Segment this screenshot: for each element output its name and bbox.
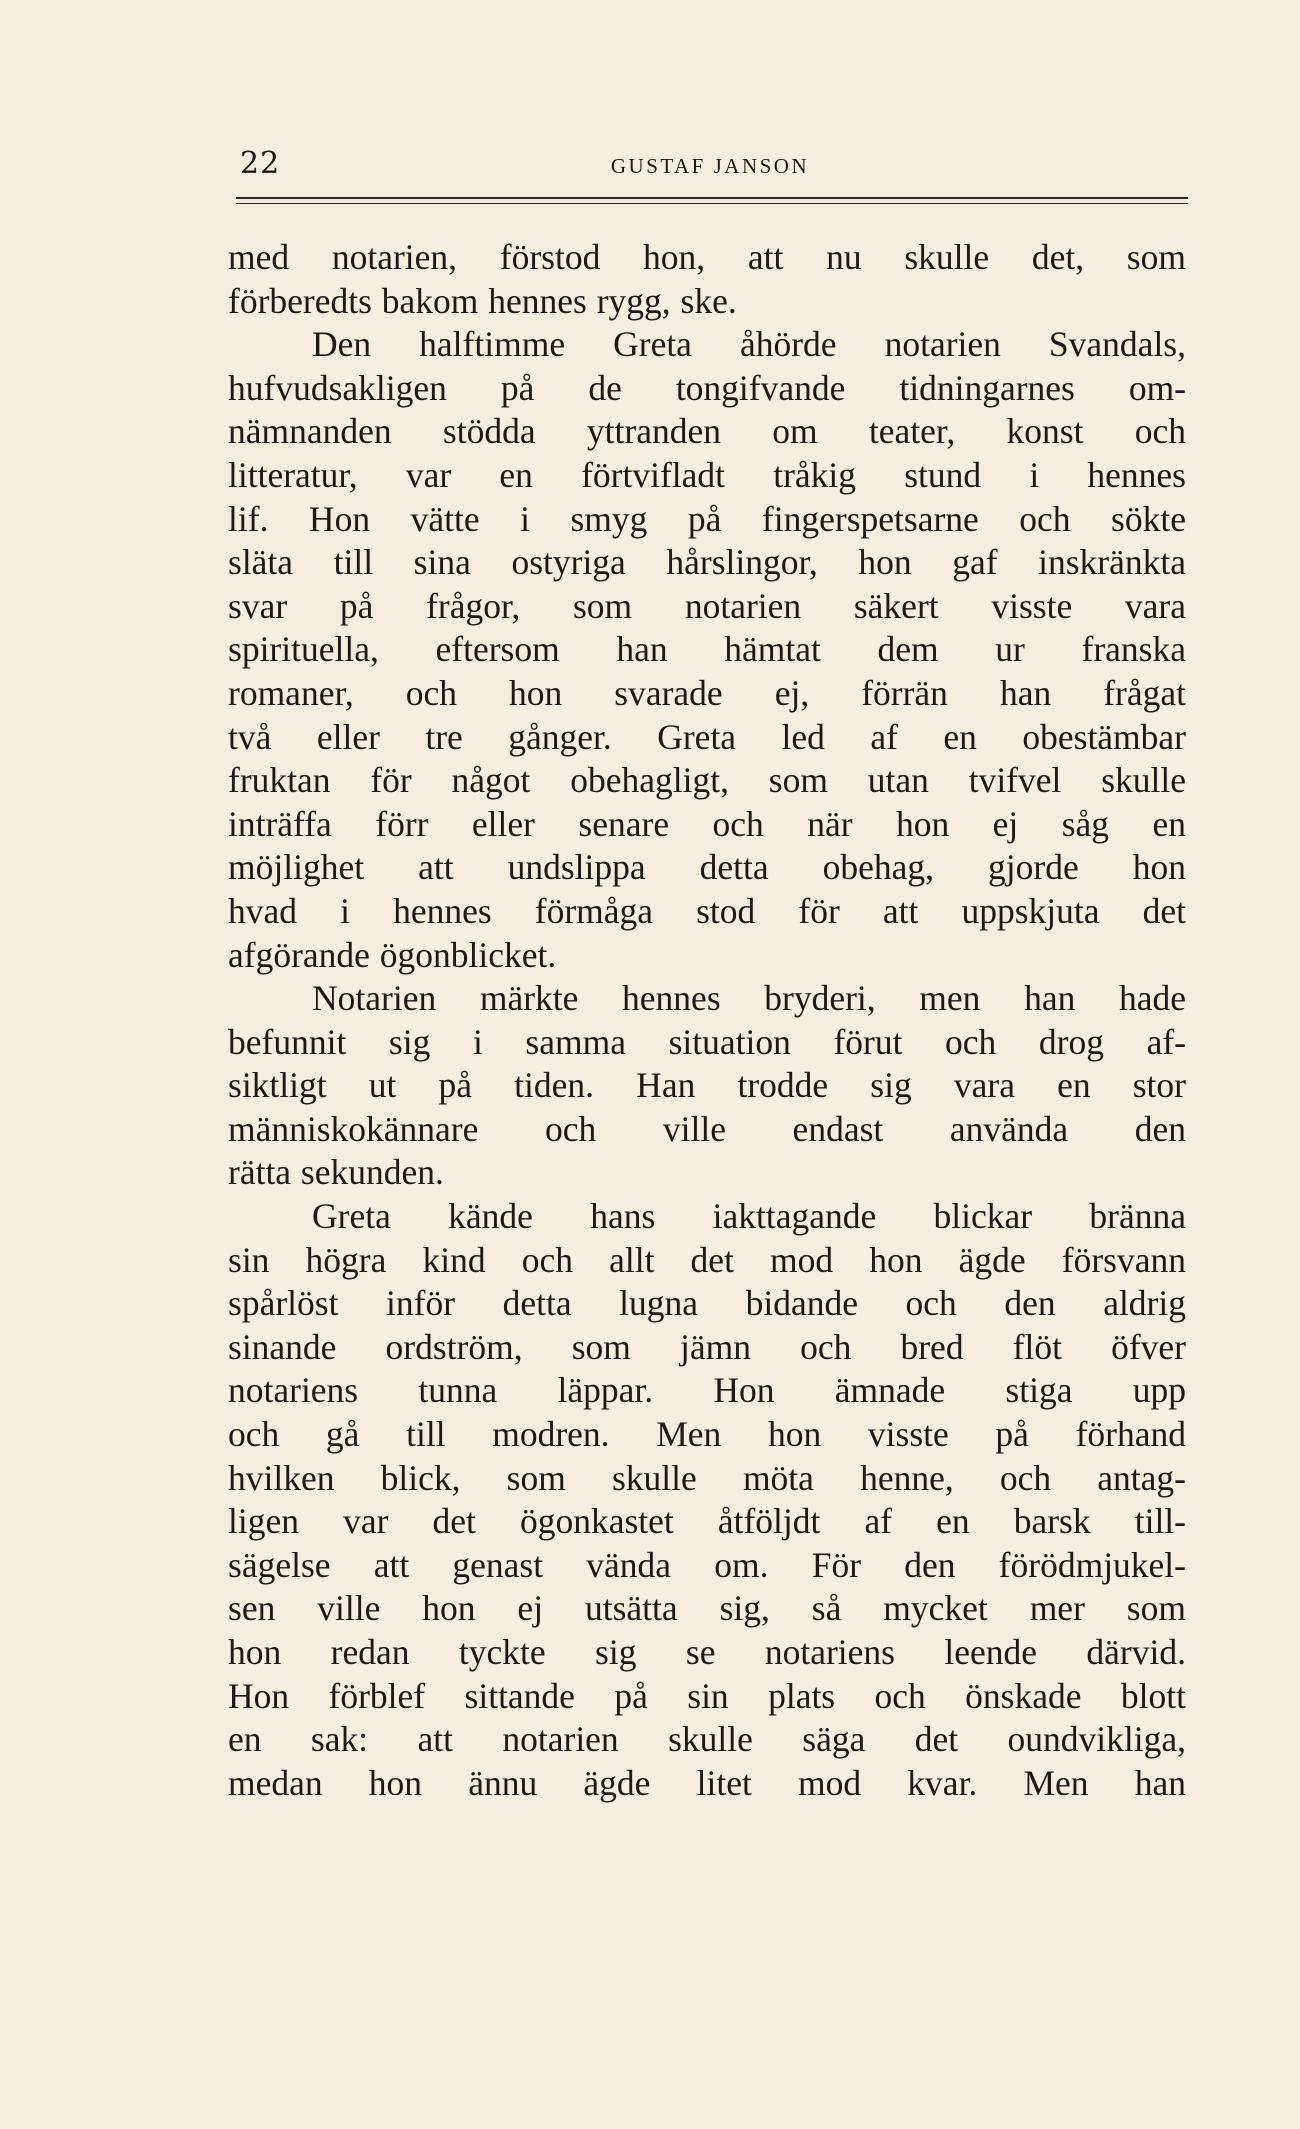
text-line: ligen var det ögonkastet åtföljdt af en barsk till-: [228, 1501, 1186, 1542]
text-line: medan hon ännu ägde litet mod kvar. Men han: [228, 1762, 1186, 1803]
text-line: Notarien märkte hennes bryderi, men han hade: [312, 978, 1186, 1019]
text-line: svar på frågor, som notarien säkert visste vara: [228, 585, 1186, 626]
running-head: GUSTAF JANSON: [610, 154, 810, 178]
header-rule: [236, 197, 1188, 199]
body-text: [228, 236, 1186, 1805]
text-line: Hon förblef sittande på sin plats och önskade blott: [228, 1675, 1186, 1716]
text-line: och gå till modren. Men hon visste på förhand: [228, 1414, 1186, 1455]
text-line: hvilken blick, som skulle möta henne, och antag-: [228, 1457, 1186, 1498]
text-line: litteratur, var en förtvifladt tråkig stund i hennes: [228, 454, 1186, 495]
text-line: Greta kände hans iakttagande blickar bränna: [312, 1196, 1186, 1237]
text-line: notariens tunna läppar. Hon ämnade stiga upp: [228, 1370, 1186, 1411]
text-line: romaner, och hon svarade ej, förrän han frågat: [228, 672, 1186, 713]
text-line: möjlighet att undslippa detta obehag, gjorde hon: [228, 847, 1186, 888]
text-line: lif. Hon vätte i smyg på fingerspetsarne och sökte: [228, 498, 1186, 539]
text-line: fruktan för något obehagligt, som utan tvifvel skulle: [228, 760, 1186, 801]
text-line: siktligt ut på tiden. Han trodde sig vara en stor: [228, 1065, 1186, 1106]
text-line: nämnanden stödda yttranden om teater, konst och: [228, 411, 1186, 452]
text-line: släta till sina ostyriga hårslingor, hon gaf inskränkta: [228, 542, 1186, 583]
text-line: sinande ordström, som jämn och bred flöt öfver: [228, 1326, 1186, 1367]
text-line: sägelse att genast vända om. För den förödmjukel-: [228, 1544, 1186, 1585]
text-line: spirituella, eftersom han hämtat dem ur franska: [228, 629, 1186, 670]
text-line: rätta sekunden.: [228, 1152, 444, 1193]
text-line: förberedts bakom hennes rygg, ske.: [228, 280, 737, 321]
text-line: hvad i hennes förmåga stod för att uppskjuta det: [228, 890, 1186, 931]
text-line: sen ville hon ej utsätta sig, så mycket mer som: [228, 1588, 1186, 1629]
text-line: spårlöst inför detta lugna bidande och den aldrig: [228, 1283, 1186, 1324]
text-line: med notarien, förstod hon, att nu skulle det, som: [228, 237, 1186, 277]
text-line: en sak: att notarien skulle säga det oundvikliga,: [228, 1719, 1186, 1760]
text-line: hufvudsakligen på de tongifvande tidningarnes om-: [228, 367, 1186, 408]
text-line: människokännare och ville endast använda den: [228, 1108, 1186, 1149]
text-line: inträffa förr eller senare och när hon ej såg en: [228, 803, 1186, 844]
text-line: befunnit sig i samma situation förut och drog af-: [228, 1021, 1186, 1062]
header-rule-thin: [236, 203, 1188, 204]
page-number: 22: [240, 146, 281, 181]
text-line: sin högra kind och allt det mod hon ägde försvann: [228, 1239, 1186, 1280]
text-line: Den halftimme Greta åhörde notarien Svandals,: [312, 324, 1186, 365]
text-line: afgörande ögonblicket.: [228, 934, 557, 975]
page-header: [230, 140, 1190, 190]
text-line: två eller tre gånger. Greta led af en obestämbar: [228, 716, 1186, 757]
text-line: hon redan tyckte sig se notariens leende därvid.: [228, 1632, 1186, 1672]
